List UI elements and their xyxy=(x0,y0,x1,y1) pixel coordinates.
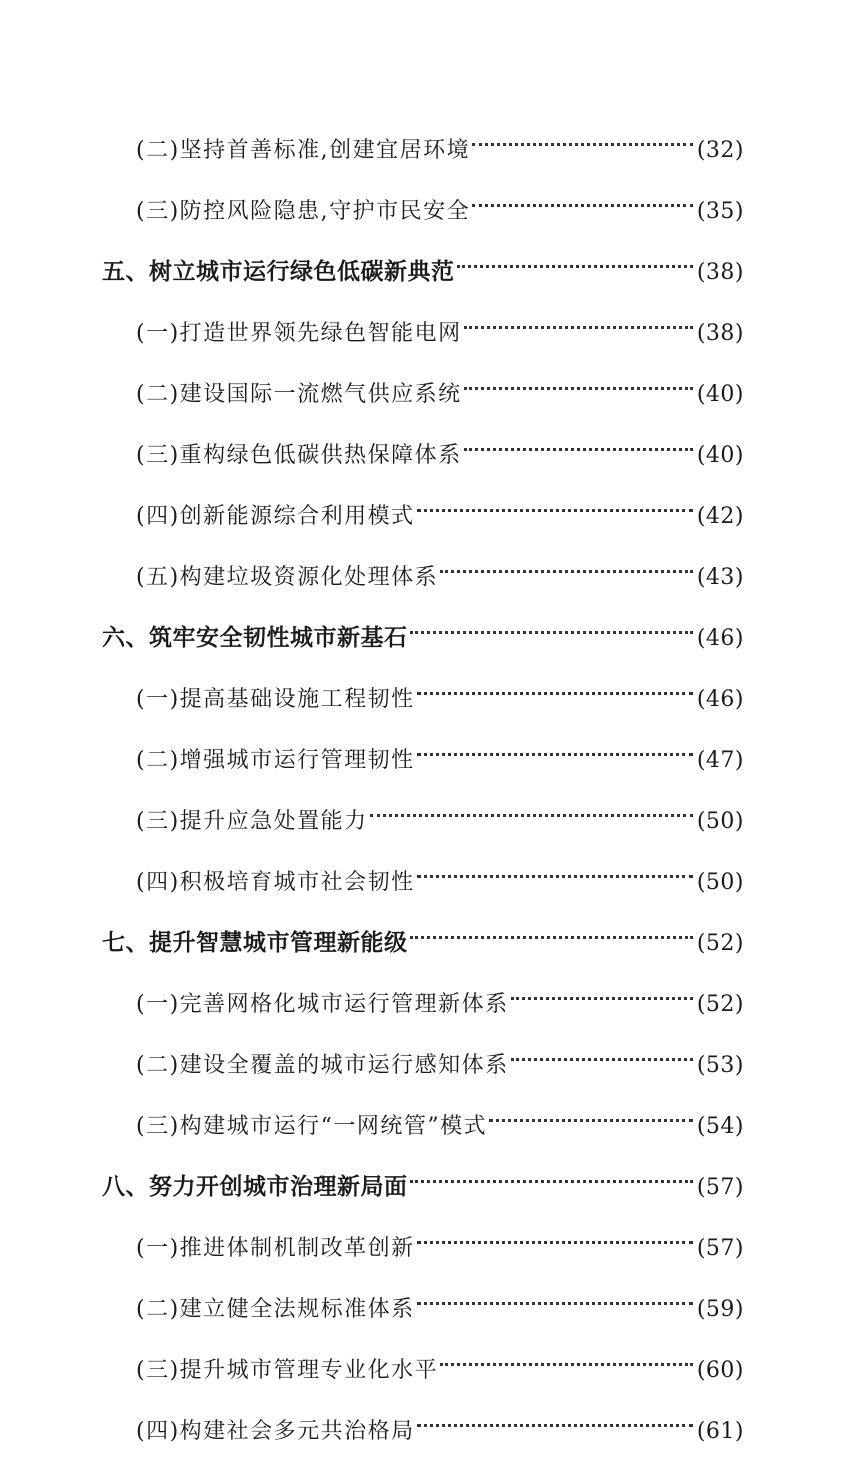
toc-entry-title: (四)积极培育城市社会韧性 xyxy=(136,870,415,895)
toc-entry-page: (54) xyxy=(696,1114,744,1139)
toc-entry-page: (43) xyxy=(696,565,744,590)
dot-leader xyxy=(464,365,693,401)
toc-entry-page: (61) xyxy=(696,1419,744,1444)
dot-leader xyxy=(410,914,693,950)
toc-entry[interactable] xyxy=(136,1097,744,1139)
toc-entry-title: (一)打造世界领先绿色智能电网 xyxy=(136,321,462,346)
toc-entry[interactable] xyxy=(136,426,744,468)
toc-entry-title: (四)创新能源综合利用模式 xyxy=(136,504,415,529)
toc-entry[interactable] xyxy=(136,304,744,346)
dot-leader xyxy=(440,1341,693,1377)
toc-entry-page: (50) xyxy=(696,809,744,834)
toc-entry[interactable] xyxy=(136,1036,744,1078)
toc-entry-page: (60) xyxy=(696,1358,744,1383)
dot-leader xyxy=(464,304,693,340)
dot-leader xyxy=(417,1219,693,1255)
toc-entry-page: (46) xyxy=(696,626,744,651)
toc-entry-title: (五)构建垃圾资源化处理体系 xyxy=(136,565,439,590)
toc-entry-page: (57) xyxy=(696,1236,744,1261)
toc-entry[interactable] xyxy=(136,975,744,1017)
toc-entry-page: (53) xyxy=(696,1053,744,1078)
dot-leader xyxy=(489,1097,693,1133)
toc-entry-page: (59) xyxy=(696,1297,744,1322)
dot-leader xyxy=(457,243,693,279)
toc-entry[interactable] xyxy=(136,1341,744,1383)
toc-entry-title: (二)建设全覆盖的城市运行感知体系 xyxy=(136,1053,509,1078)
dot-leader xyxy=(417,1402,693,1438)
dot-leader xyxy=(410,1158,693,1194)
toc-entry-page: (35) xyxy=(696,199,744,224)
toc-entry[interactable] xyxy=(136,1219,744,1261)
toc-entry-page: (52) xyxy=(696,931,744,956)
dot-leader xyxy=(511,1036,693,1072)
toc-entry-page: (50) xyxy=(696,870,744,895)
toc-entry-page: (47) xyxy=(696,748,744,773)
toc-entry[interactable] xyxy=(136,792,744,834)
toc-entry-title: (四)构建社会多元共治格局 xyxy=(136,1419,415,1444)
toc-entry-page: (38) xyxy=(696,321,744,346)
toc-entry[interactable] xyxy=(136,1280,744,1322)
toc-entry-page: (57) xyxy=(696,1175,744,1200)
toc-entry-title: (三)防控风险隐患,守护市民安全 xyxy=(136,199,471,224)
toc-entry-page: (38) xyxy=(696,260,744,285)
dot-leader xyxy=(440,548,693,584)
toc-entry[interactable] xyxy=(136,365,744,407)
toc-entry-title: 六、筑牢安全韧性城市新基石 xyxy=(102,624,408,651)
toc-entry[interactable] xyxy=(136,670,744,712)
toc-entry-title: 八、努力开创城市治理新局面 xyxy=(102,1173,408,1200)
toc-entry-title: 七、提升智慧城市管理新能级 xyxy=(102,929,408,956)
dot-leader xyxy=(417,487,693,523)
toc-entry-title: (三)提升城市管理专业化水平 xyxy=(136,1358,439,1383)
toc-entry-page: (32) xyxy=(696,138,744,163)
toc-entry-title: (二)建设国际一流燃气供应系统 xyxy=(136,382,462,407)
dot-leader xyxy=(417,670,693,706)
toc-entry-title: (一)提高基础设施工程韧性 xyxy=(136,687,415,712)
toc-entry-title: (二)增强城市运行管理韧性 xyxy=(136,748,415,773)
dot-leader xyxy=(410,609,693,645)
toc-entry[interactable] xyxy=(136,853,744,895)
toc-section-heading[interactable] xyxy=(102,609,744,651)
toc-entry-page: (40) xyxy=(696,382,744,407)
dot-leader xyxy=(464,426,693,462)
toc-entry-title: (三)重构绿色低碳供热保障体系 xyxy=(136,443,462,468)
toc-section-heading[interactable] xyxy=(102,243,744,285)
toc-entry[interactable] xyxy=(136,182,744,224)
toc-section-heading[interactable] xyxy=(102,1158,744,1200)
dot-leader xyxy=(472,182,693,218)
toc-entry-title: (三)提升应急处置能力 xyxy=(136,809,368,834)
toc-entry-page: (52) xyxy=(696,992,744,1017)
toc-entry-title: 五、树立城市运行绿色低碳新典范 xyxy=(102,258,455,285)
toc-entry[interactable] xyxy=(136,731,744,773)
toc-entry-page: (40) xyxy=(696,443,744,468)
toc-entry-title: (一)推进体制机制改革创新 xyxy=(136,1236,415,1261)
toc-entry-page: (42) xyxy=(696,504,744,529)
dot-leader xyxy=(370,792,693,828)
toc-entry[interactable] xyxy=(136,487,744,529)
toc-entry-page: (46) xyxy=(696,687,744,712)
toc-entry-title: (一)完善网格化城市运行管理新体系 xyxy=(136,992,509,1017)
dot-leader xyxy=(472,121,693,157)
dot-leader xyxy=(417,853,693,889)
toc-entry[interactable] xyxy=(136,121,744,163)
toc-entry[interactable] xyxy=(136,548,744,590)
toc-entry[interactable] xyxy=(136,1402,744,1444)
toc-entry-title: (二)坚持首善标准,创建宜居环境 xyxy=(136,138,471,163)
dot-leader xyxy=(417,731,693,767)
toc-section-heading[interactable] xyxy=(102,914,744,956)
toc-entry-title: (三)构建城市运行“一网统管”模式 xyxy=(136,1114,488,1139)
dot-leader xyxy=(511,975,693,1011)
toc-entry-title: (二)建立健全法规标准体系 xyxy=(136,1297,415,1322)
dot-leader xyxy=(417,1280,693,1316)
